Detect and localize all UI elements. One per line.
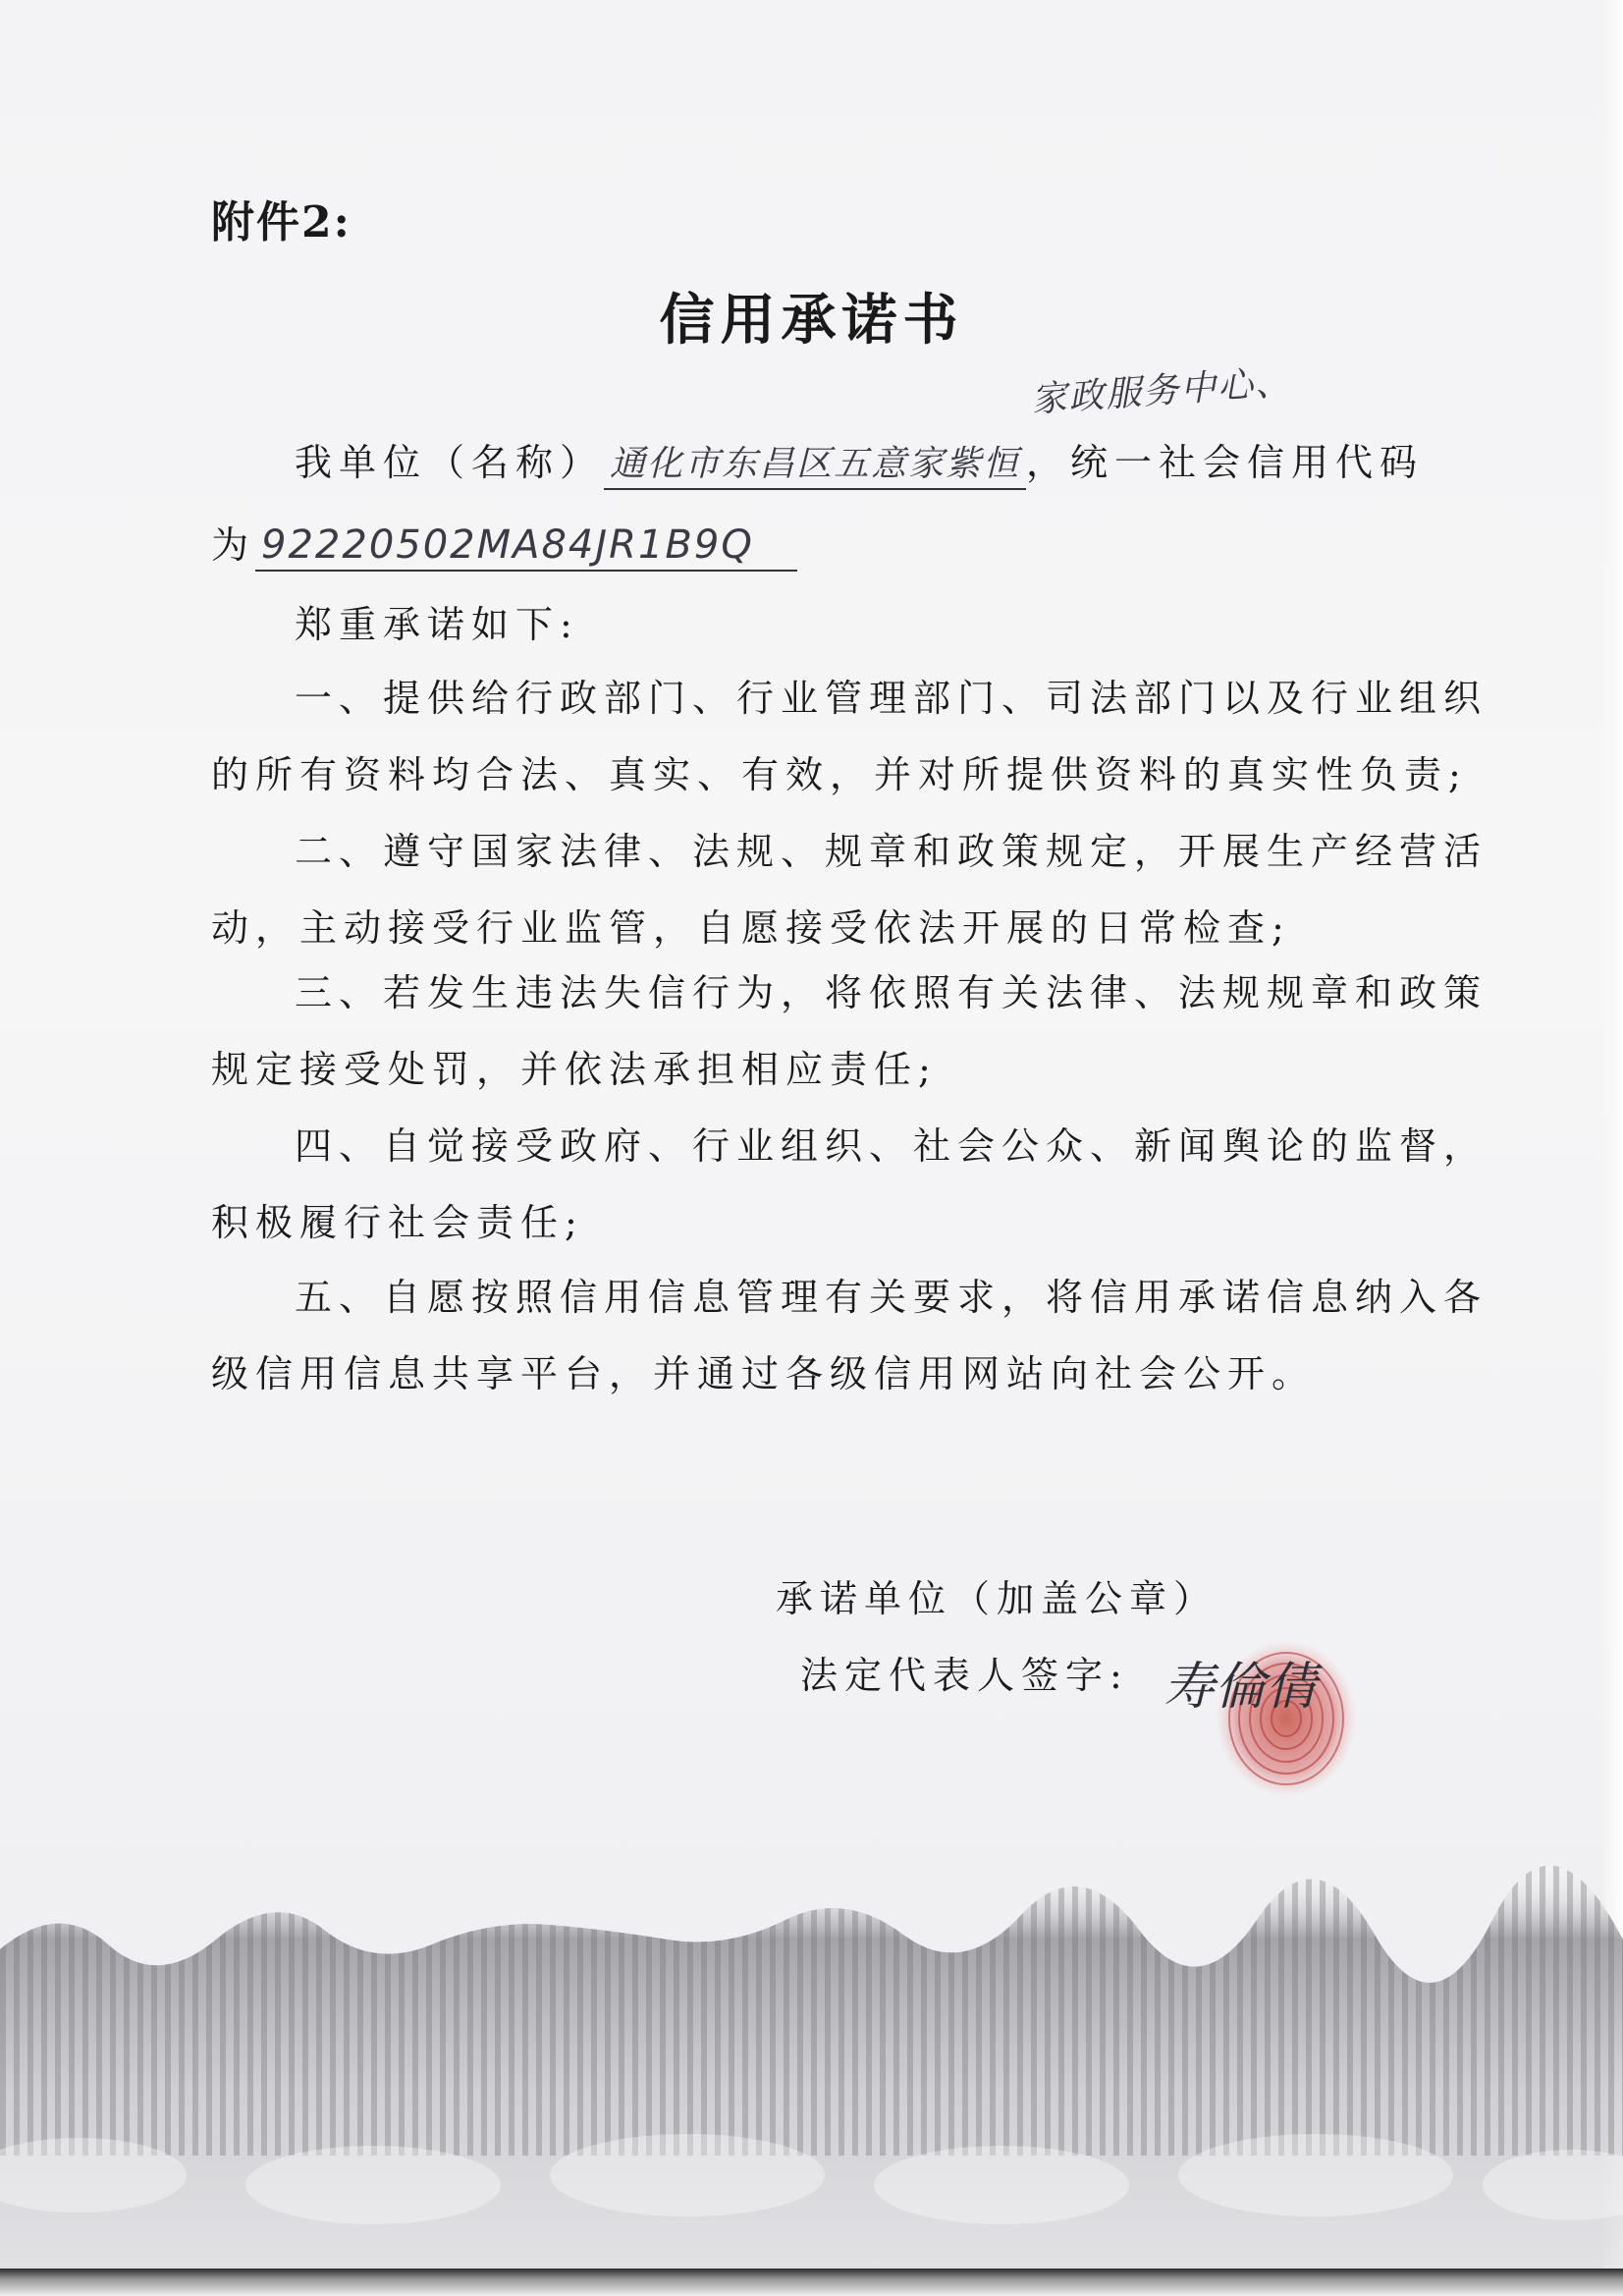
item-5-line-2: 级信用信息共享平台，并通过各级信用网站向社会公开。 bbox=[211, 1352, 1317, 1395]
intro-line bbox=[295, 432, 1424, 490]
credit-code-line bbox=[211, 515, 797, 572]
item-3-line-2: 规定接受处罚，并依法承担相应责任; bbox=[211, 1048, 938, 1091]
handwritten-company-name: 通化市东昌区五意家紫恒 bbox=[604, 436, 1026, 490]
handwritten-signature: 寿倫倩 bbox=[1163, 1658, 1318, 1717]
intro-after-name: ，统一社会信用代码 bbox=[1026, 441, 1425, 484]
item-3-line-1: 三、若发生违法失信行为，将依照有关法律、法规规章和政策 bbox=[295, 971, 1488, 1014]
handwritten-company-name-continuation: 家政服务中心、 bbox=[1030, 361, 1294, 421]
legal-rep-label: 法定代表人签字: bbox=[800, 1654, 1129, 1697]
pledge-intro: 郑重承诺如下: bbox=[295, 603, 579, 646]
decorative-background-pattern bbox=[0, 1861, 1623, 2273]
credit-code-prefix: 为 bbox=[211, 523, 256, 567]
intro-prefix: 我单位（名称） bbox=[295, 441, 605, 484]
signature-area bbox=[1163, 1611, 1389, 1807]
item-1-line-1: 一、提供给行政部门、行业管理部门、司法部门以及行业组织 bbox=[295, 677, 1488, 720]
item-2-line-2: 动，主动接受行业监管，自愿接受依法开展的日常检查; bbox=[211, 906, 1291, 950]
item-4-line-2: 积极履行社会责任; bbox=[211, 1201, 584, 1244]
handwritten-credit-code: 92220502MA84JR1B9Q bbox=[255, 522, 797, 572]
scan-bottom-edge bbox=[0, 2269, 1623, 2296]
item-1-line-2: 的所有资料均合法、真实、有效，并对所提供资料的真实性负责; bbox=[211, 753, 1468, 796]
item-4-line-1: 四、自觉接受政府、行业组织、社会公众、新闻舆论的监督， bbox=[295, 1124, 1488, 1168]
item-2-line-1: 二、遵守国家法律、法规、规章和政策规定，开展生产经营活 bbox=[295, 830, 1488, 873]
commitment-unit-label: 承诺单位（加盖公章） bbox=[776, 1577, 1218, 1620]
document-title: 信用承诺书 bbox=[659, 288, 964, 353]
attachment-label: 附件2: bbox=[211, 197, 352, 247]
item-5-line-1: 五、自愿按照信用信息管理有关要求，将信用承诺信息纳入各 bbox=[295, 1276, 1488, 1319]
